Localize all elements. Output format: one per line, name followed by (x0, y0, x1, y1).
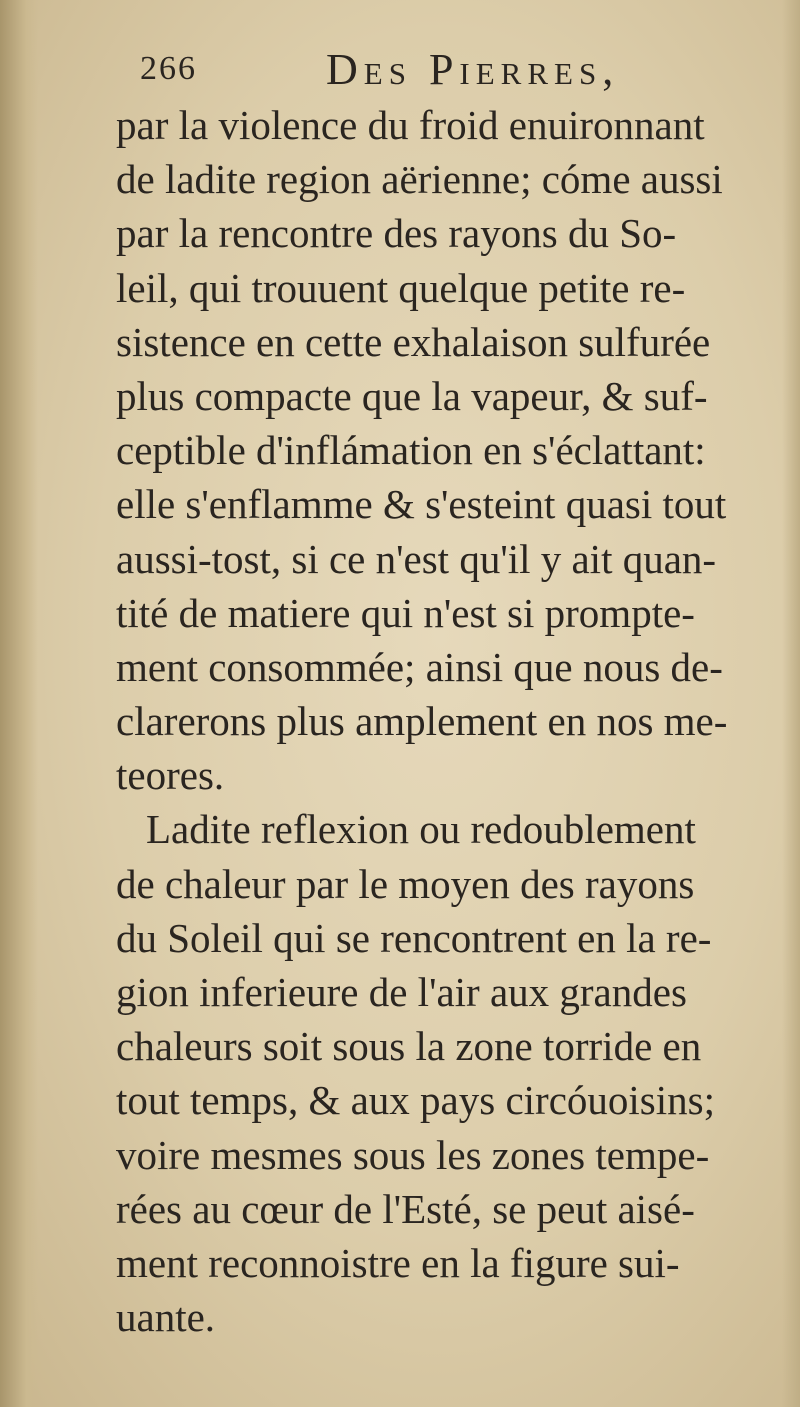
text-line: teores. (116, 752, 225, 799)
text-line: aussi-tost, si ce n'est qu'il y ait quan- (116, 535, 717, 582)
body-text (116, 98, 796, 1344)
text-line: voire mesmes sous les zones tempe- (116, 1131, 710, 1178)
text-line: leil, qui trouuent quelque petite re- (116, 264, 686, 311)
text-line: par la rencontre des rayons du So- (116, 210, 677, 257)
text-line: elle s'enflamme & s'esteint quasi tout (116, 481, 727, 528)
text-line: ment reconnoistre en la figure sui- (116, 1239, 680, 1286)
page-header (140, 42, 700, 102)
text-line: par la violence du froid enuironnant (116, 102, 705, 148)
text-line: chaleurs soit sous la zone torride en (116, 1023, 702, 1070)
running-title: Des Pierres, (326, 45, 620, 94)
text-line: de ladite region aërienne; cóme aussi (116, 156, 723, 203)
text-line: ment consommée; ainsi que nous de- (116, 643, 723, 690)
page-gutter-shadow (0, 0, 38, 1407)
text-line: rées au cœur de l'Esté, se peut aisé- (116, 1185, 695, 1232)
text-line: plus compacte que la vapeur, & suf- (116, 372, 708, 419)
text-line: clarerons plus amplement en nos me- (116, 698, 728, 745)
text-line: de chaleur par le moyen des rayons (116, 860, 695, 907)
paragraph-start-line: Ladite reflexion ou redoublement (146, 806, 696, 853)
text-line: ceptible d'inflámation en s'éclattant: (116, 427, 706, 474)
text-line: sistence en cette exhalaison sulfurée (116, 318, 711, 365)
page-number: 266 (140, 50, 197, 87)
text-line: uante. (116, 1294, 216, 1341)
text-line: tité de matiere qui n'est si prompte- (116, 589, 695, 636)
text-line: du Soleil qui se rencontrent en la re- (116, 914, 712, 961)
text-line: tout temps, & aux pays circóuoisins; (116, 1077, 715, 1124)
text-line: gion inferieure de l'air aux grandes (116, 969, 687, 1015)
